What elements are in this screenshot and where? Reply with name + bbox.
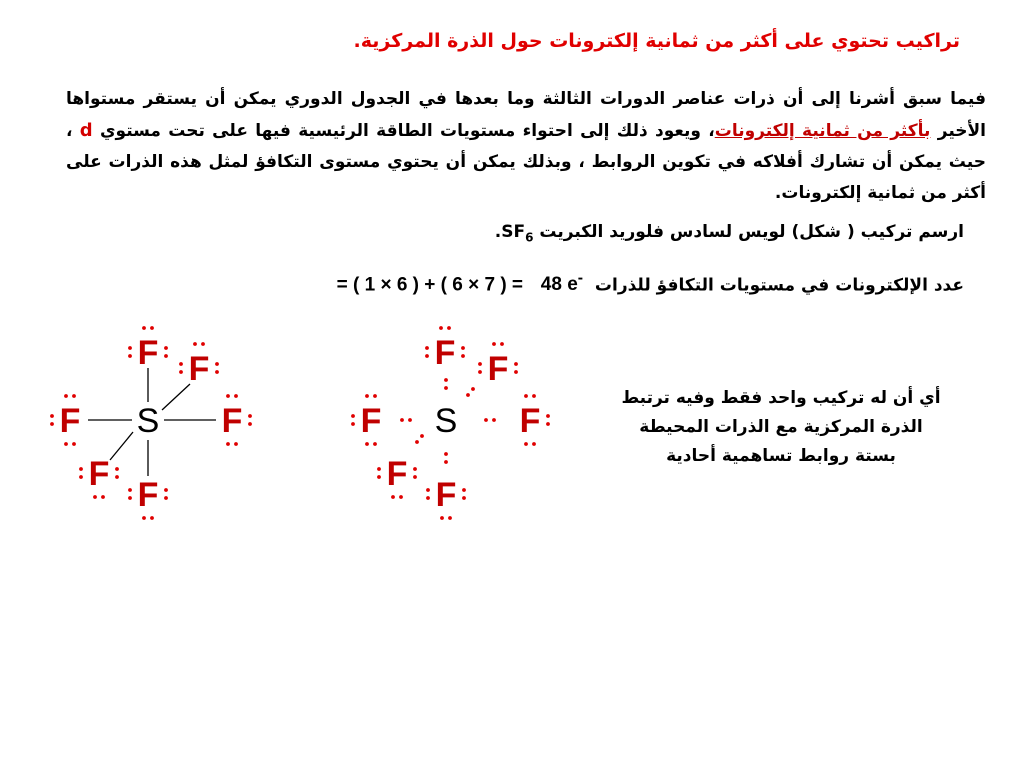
electron-dot [373, 394, 377, 398]
electron-dot [500, 342, 504, 346]
f-atom: F [487, 350, 509, 388]
d-sublevel-letter: d [79, 120, 93, 141]
electron-dot [79, 475, 83, 479]
f-atom: F [434, 334, 456, 372]
electron-dot [461, 346, 465, 350]
electron-dot [492, 418, 496, 422]
electron-dot [72, 442, 76, 446]
electron-dot [546, 414, 550, 418]
f-atom: F [360, 402, 382, 440]
bond-line [162, 384, 190, 410]
electron-dot [448, 516, 452, 520]
f-atom: F [519, 402, 541, 440]
s-atom: S [136, 402, 160, 440]
electron-dot [546, 422, 550, 426]
electron-dot [444, 386, 448, 390]
electron-dot [426, 488, 430, 492]
electron-dot [164, 488, 168, 492]
paragraph-part2: ، ويعود ذلك إلى احتواء مستويات الطاقة الرئيسية فيها على تحت مستوي [92, 121, 715, 141]
electron-dot [50, 414, 54, 418]
paragraph-part1: فيما سبق أشرنا إلى أن ذرات عناصر الدورات الثالثة وما بعدها في الجدول الدوري يمكن أن يستقر مستواها الأخير [66, 89, 987, 141]
electron-dot [101, 495, 105, 499]
electron-dot [400, 418, 404, 422]
electron-dot [425, 346, 429, 350]
formula-symbol: SF [501, 222, 526, 242]
lone-pair-dots [50, 326, 550, 520]
electron-count-result-sup: - [577, 270, 584, 287]
electron-dot [50, 422, 54, 426]
electron-dot [444, 378, 448, 382]
electron-dot [234, 442, 238, 446]
electron-dot [179, 362, 183, 366]
electron-dot [226, 394, 230, 398]
electron-dot [377, 467, 381, 471]
electron-dot [408, 418, 412, 422]
instruction-end: . [494, 222, 502, 242]
structure-lines-atoms [60, 334, 243, 514]
electron-dot [420, 434, 424, 438]
slide-title: تراكيب تحتوي على أكثر من ثمانية إلكترونات حول الذرة المركزية. [353, 30, 960, 52]
electron-dot [399, 495, 403, 499]
electron-dot [413, 467, 417, 471]
f-atom: F [221, 402, 243, 440]
electron-dot [215, 370, 219, 374]
electron-dot [478, 362, 482, 366]
electron-dot [413, 475, 417, 479]
note-line-3: بستة روابط تساهمية أحادية [666, 446, 896, 466]
electron-dot [524, 442, 528, 446]
electron-dot [462, 488, 466, 492]
electron-dot [64, 394, 68, 398]
electron-dot [142, 326, 146, 330]
electron-dot [142, 516, 146, 520]
f-atom: F [88, 455, 110, 493]
electron-dot [201, 342, 205, 346]
formula-subscript: 6 [525, 230, 534, 245]
electron-dot [351, 414, 355, 418]
electron-dot [248, 414, 252, 418]
electron-count-result-value: 48 e [540, 274, 578, 296]
electron-count-label: عدد الإلكترونات في مستويات التكافؤ للذرات [594, 275, 964, 296]
f-atom: F [386, 455, 408, 493]
electron-dot [440, 516, 444, 520]
electron-dot [492, 342, 496, 346]
electron-dot [365, 394, 369, 398]
electron-dot [79, 467, 83, 471]
electron-dot [193, 342, 197, 346]
electron-dot [444, 452, 448, 456]
electron-dot [248, 422, 252, 426]
s-atom: S [434, 402, 458, 440]
electron-dot [93, 495, 97, 499]
f-atom: F [435, 476, 457, 514]
electron-dot [471, 387, 475, 391]
electron-dot [439, 326, 443, 330]
electron-dot [164, 346, 168, 350]
f-atom: F [137, 476, 159, 514]
f-atom: F [137, 334, 159, 372]
electron-dot [128, 496, 132, 500]
electron-dot [234, 394, 238, 398]
f-atom: F [188, 350, 210, 388]
paragraph-part3: ، حيث يمكن أن تشارك أفلاكه في تكوين الروابط ، وبذلك يمكن أن يحتوي مستوى التكافؤ لمثل هذه الذرات على أكثر من ثمانية إلكترونات. [66, 121, 986, 203]
electron-dot [164, 354, 168, 358]
electron-dot [426, 496, 430, 500]
electron-dot [514, 362, 518, 366]
electron-dot [425, 354, 429, 358]
structure-dots-atoms [361, 334, 541, 514]
electron-dot [150, 326, 154, 330]
electron-dot [351, 422, 355, 426]
electron-dot [164, 496, 168, 500]
electron-dot [150, 516, 154, 520]
electron-dot [444, 460, 448, 464]
electron-dot [72, 394, 76, 398]
electron-dot [532, 442, 536, 446]
electron-dot [373, 442, 377, 446]
electron-dot [447, 326, 451, 330]
bond-line [110, 432, 133, 460]
electron-count-expression: = ( 1 × 6 ) + ( 6 × 7 ) = [336, 274, 524, 296]
electron-dot [461, 354, 465, 358]
electron-dot [115, 467, 119, 471]
electron-dot [514, 370, 518, 374]
electron-dot [524, 394, 528, 398]
electron-dot [466, 393, 470, 397]
electron-dot [128, 488, 132, 492]
electron-dot [391, 495, 395, 499]
electron-dot [365, 442, 369, 446]
note-line-2: الذرة المركزية مع الذرات المحيطة [639, 417, 923, 437]
instruction-text: ارسم تركيب ( شكل) لويس لسادس فلوريد الكبريت [533, 222, 964, 242]
electron-dot [64, 442, 68, 446]
electron-dot [128, 346, 132, 350]
note-line-1: أي أن له تركيب واحد فقط وفيه ترتبط [621, 388, 941, 408]
electron-dot [115, 475, 119, 479]
paragraph-highlight: بأكثر من ثمانية إلكترونات [714, 121, 931, 141]
electron-dot [179, 370, 183, 374]
electron-dot [215, 362, 219, 366]
electron-dot [226, 442, 230, 446]
electron-dot [532, 394, 536, 398]
electron-dot [415, 440, 419, 444]
electron-dot [377, 475, 381, 479]
electron-dot [484, 418, 488, 422]
electron-dot [462, 496, 466, 500]
f-atom: F [59, 402, 81, 440]
electron-dot [478, 370, 482, 374]
electron-dot [128, 354, 132, 358]
